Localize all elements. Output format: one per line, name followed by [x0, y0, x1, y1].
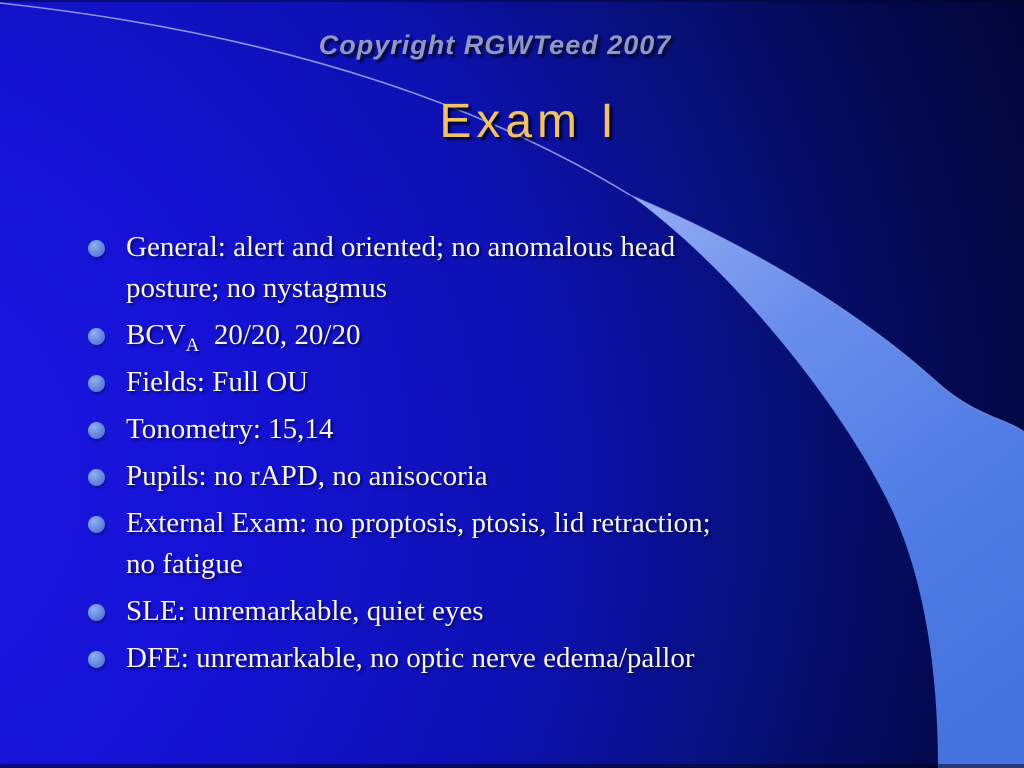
- bcva-values: 20/20, 20/20: [199, 319, 361, 351]
- slide-top-edge: [0, 0, 1024, 2]
- bullet-text: [126, 638, 695, 679]
- bullet-text: [126, 503, 711, 585]
- bullet-icon: [88, 469, 105, 486]
- bullet-text: [126, 591, 484, 632]
- bullet-text: [126, 362, 308, 403]
- bullet-text-line: no fatigue: [126, 548, 243, 580]
- bullet-icon: [88, 651, 105, 668]
- bullet-icon: [88, 422, 105, 439]
- bullet-item: [88, 503, 994, 585]
- bullet-text-line: posture; no nystagmus: [126, 272, 387, 304]
- bcva-label: BCV: [126, 319, 186, 351]
- bullet-text-line: Pupils: no rAPD, no anisocoria: [126, 460, 488, 492]
- bullet-text: [126, 456, 488, 497]
- slide-bottom-edge: [0, 764, 1024, 768]
- bullet-item: [88, 591, 994, 632]
- bullet-text: [126, 315, 361, 356]
- bullet-text-line: DFE: unremarkable, no optic nerve edema/pallor: [126, 642, 695, 674]
- bcva-subscript: A: [185, 335, 200, 356]
- bullet-item: [88, 409, 994, 450]
- bullet-item: [88, 456, 994, 497]
- bullet-text: [126, 409, 333, 450]
- bullet-icon: [88, 328, 105, 345]
- bullet-text-line: SLE: unremarkable, quiet eyes: [126, 595, 484, 627]
- bullet-icon: [88, 240, 105, 257]
- bullet-list: [88, 227, 994, 685]
- copyright-watermark: Copyright RGWTeed 2007: [318, 30, 672, 60]
- bullet-item: [88, 227, 994, 309]
- bullet-text: [126, 227, 675, 309]
- bullet-icon: [88, 375, 105, 392]
- bullet-item: [88, 315, 994, 356]
- bullet-text-line: Tonometry: 15,14: [126, 413, 334, 445]
- bullet-text-line: General: alert and oriented; no anomalous head: [126, 231, 676, 263]
- bullet-icon: [88, 604, 105, 621]
- bullet-text-line: External Exam: no proptosis, ptosis, lid retraction;: [126, 507, 711, 539]
- bullet-item: [88, 362, 994, 403]
- slide-title: Exam I: [439, 95, 619, 148]
- bullet-text-line: [126, 315, 361, 356]
- bullet-text-line: Fields: Full OU: [126, 366, 309, 398]
- bullet-item: [88, 638, 994, 679]
- bullet-icon: [88, 516, 105, 533]
